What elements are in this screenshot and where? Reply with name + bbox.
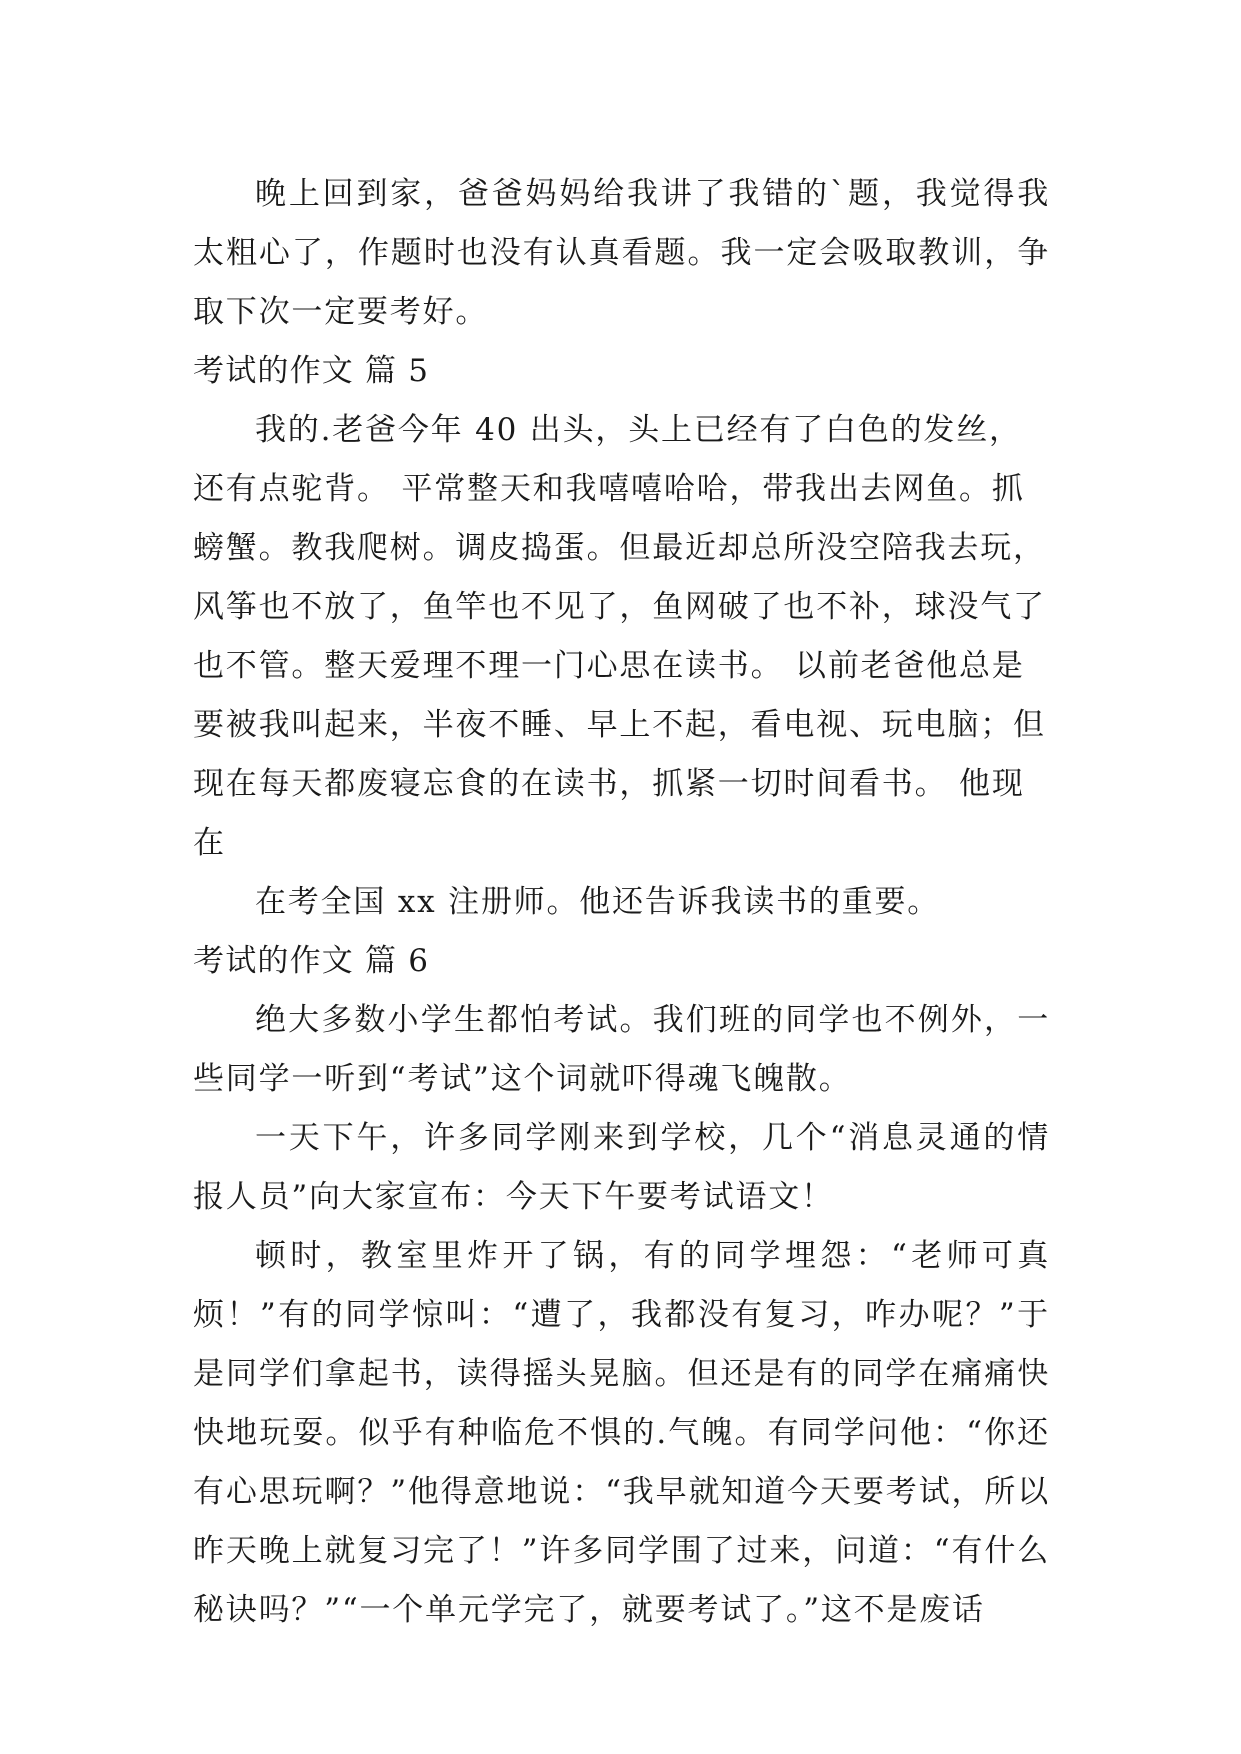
paragraph: 我的.老爸今年 40 出头，头上已经有了白色的发丝，还有点驼背。 平常整天和我嘻嘻哈哈，带我出去网鱼。抓螃蟹。教我爬树。调皮捣蛋。但最近却总所没空陪我去玩，风筝也不放了，鱼竿也不见了，鱼网破了也不补，球没气了也不管。整天爱理不理一门心思在读书。 以前老爸他总是要被我叫起来，半夜不睡、早上不起，看电视、玩电脑；但现在每天都废寝忘食的在读书，抓紧一切时间看书。 他现在: [193, 412, 1046, 861]
section-heading: 考试的作文 篇 6: [193, 943, 430, 979]
paragraph: 在考全国 xx 注册师。他还告诉我读书的重要。: [255, 884, 941, 920]
paragraph: 绝大多数小学生都怕考试。我们班的同学也不例外，一些同学一听到“考试”这个词就吓得魂飞魄散。: [193, 1002, 1050, 1097]
paragraph: 一天下午，许多同学刚来到学校，几个“消息灵通的情报人员”向大家宣布：今天下午要考试语文！: [193, 1120, 1050, 1215]
section-heading: 考试的作文 篇 5: [193, 353, 430, 389]
document-body: [193, 165, 1050, 1640]
paragraph: 顿时，教室里炸开了锅，有的同学埋怨：“老师可真烦！”有的同学惊叫：“遭了，我都没有复习，咋办呢？”于是同学们拿起书，读得摇头晃脑。但还是有的同学在痛痛快快地玩耍。似乎有种临危不惧的.气魄。有同学问他：“你还有心思玩啊？”他得意地说：“我早就知道今天要考试，所以昨天晚上就复习完了！”许多同学围了过来，问道：“有什么秘诀吗？”“一个单元学完了，就要考试了。”这不是废话: [193, 1238, 1050, 1628]
paragraph: 晚上回到家，爸爸妈妈给我讲了我错的`题，我觉得我太粗心了，作题时也没有认真看题。我一定会吸取教训，争取下次一定要考好。: [193, 176, 1050, 330]
